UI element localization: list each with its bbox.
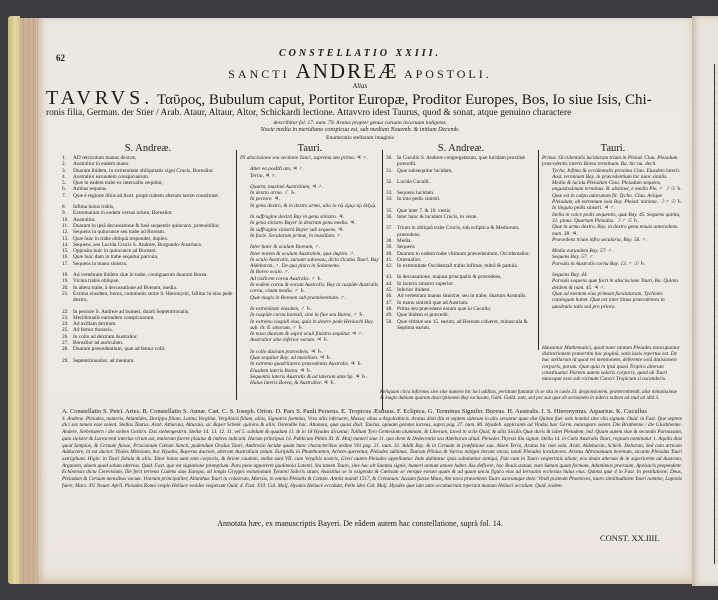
footnote-block (62, 409, 682, 489)
star-number: 9. (62, 210, 66, 217)
title-main: ANDREÆ (295, 59, 399, 83)
alias-line-2: ronis filia, German. der Stier / Arab. Ataur, Altaur, Altor, Schickardi lectione. Attavvro idest Taurus, quod & sonat, atque genuino charactere (46, 108, 572, 118)
star-description: Quæ vltimæ seu 15. earum, ad Boream cohæret, minuscula & Septima earum. (397, 318, 528, 331)
star-entry: Præcedens trium infra secularia, Bay. 56. ♂. (552, 236, 648, 243)
star-description: Sequens in quincunce seu trabe ad Boream. (73, 229, 166, 236)
star-description: Extima eiusdem, borea, communis stolæ S. Hieronymi, fallitur in eius pede dextro, (73, 290, 233, 304)
constellation-title (40, 59, 680, 84)
star-description: Prima seu præcedens earum quæ in Cucullo. (397, 305, 492, 312)
alias-text: Ταῦρος, Bubulum caput, Portitor Europæ, Proditor Europes, Bos, Io siue Isis, Chi- (156, 92, 652, 108)
catchword: CONST. XX.IIII. (600, 533, 660, 543)
star-number: 27. (62, 340, 69, 347)
star-entry: Inter narem & oculum Australem, quæ duplex. ♂. (250, 250, 356, 257)
star-description: Lucida Cuculli. (397, 178, 430, 185)
star-entry: Sequens Bay. 57. ♂. (552, 254, 595, 261)
star-entry (386, 168, 536, 174)
star-description: In altera trabe, à decussatione ad Boream, media. (73, 284, 178, 291)
star-description: In Cucullo S. Andreæ congregatarum, quæ lucidam proximè præcedit. (397, 155, 525, 168)
star-number: 18. (62, 272, 69, 279)
star-entry: Eiusdem lateris Borea. ♃ ♄. (250, 367, 312, 374)
star-entry: Parvula sequens quæ facit in absciscione Tauri, Ba. Quinta deldem & num. 45. ♃ ♂. (552, 278, 679, 291)
book-cover-edge (8, 16, 20, 584)
star-number: 4. (62, 173, 66, 180)
star-number: 33. (386, 190, 393, 197)
star-description: Ad vertebram ibidem siue in trabe, contiguarum duarum Borea. (73, 272, 208, 279)
star-description: Orientalior. (397, 256, 422, 263)
star-number: 2. (62, 161, 66, 168)
star-entry: In Boreo oculo. ♂. (250, 269, 290, 276)
star-number: 25. (62, 327, 69, 334)
star-number: 7. (62, 192, 66, 199)
star-description: Vicina trabis obliquæ. (73, 278, 120, 285)
star-entry: In extremo cuspidi eius, quia in dextro pede Heniochi Bay. sub. lit. ß. sinorum, ♂ ♄. (250, 318, 374, 331)
star-number: 44. (386, 280, 393, 287)
title-prefix: SANCTI (228, 67, 290, 81)
star-entry: In extremitate eiusdem, ♂ ♄. (250, 305, 313, 312)
star-entry (386, 179, 536, 185)
star-entry: Quæ magis in Boream sub præminentiam. ♂. (250, 294, 346, 301)
star-entry: Australior sine inferior earum. ♃ ♄. (250, 337, 329, 344)
star-number: 15. (62, 248, 69, 255)
page-block-edges (20, 18, 38, 584)
star-description: In extremitate Occidentali trabis infimæ, mitrâ & pattula. (397, 263, 519, 270)
star-entry (62, 261, 234, 267)
star-entry: Tertia, ♃ ♂. (250, 172, 277, 179)
star-description: Meridionalis earundem conspicuarum. (73, 314, 155, 321)
star-entry: In oculo Australis, sursum subsessu, dicta Oculus Tauri. Bay Aldebaran, ♂. De qua plura in Solamento. (250, 256, 379, 270)
star-number: 48. (386, 305, 393, 312)
star-description: In decussatione, majusa principalis & præcedens, (397, 274, 502, 281)
star-number: 14. (62, 241, 69, 248)
star-description: Septentrionalior, ad mentum. (73, 357, 135, 364)
star-description: Ad vertebram manus sinistræ, seu in trabe, duarum Australis. (397, 293, 527, 300)
note-line-3: Enumeratio stellarum imaginis (326, 135, 394, 141)
column-divider (538, 150, 539, 350)
column-divider (382, 150, 383, 410)
column-s-andreae-1 (62, 143, 234, 364)
star-entry: In dextro armo. ☾ ♄. (250, 190, 297, 197)
star-description: Media. (397, 237, 412, 244)
star-description: Duarum in eadem trabe vltimum præcedentium, Occidentalior. (397, 250, 530, 257)
star-number: 28. (62, 346, 69, 353)
star-entry: Prima: Occidentalis lucidarum trium in Pleiad. Clau. Pleiadum præcedentis lateris Borea terminum. Ba. hic nu. decit. (542, 155, 678, 168)
star-number: 34. (386, 196, 393, 203)
star-entry: Huius lateris Borea, & Australior. ♃ ♄. (250, 380, 336, 387)
star-number: 26. (62, 333, 69, 340)
star-number: 32. (386, 178, 393, 185)
star-entry (386, 263, 536, 269)
note-line-1: describitur fol. 17. num. 79. Aratus propter genua curuata incuruum indigetat. (273, 120, 447, 126)
star-number: 49. (386, 312, 393, 319)
star-number: 41. (386, 256, 393, 263)
star-number: 24. (62, 321, 69, 328)
star-number: 10. (62, 216, 69, 223)
star-description: Duarum præcedentium, quæ ad femur colli: (73, 346, 166, 353)
star-entry: Tycho. Infima & occidentalis proxima Clau. Eiusdem lateris Aust. terminum Bay. in præcedentium hic nunc similis. (552, 167, 680, 180)
star-description: In imo pedis sinistri. (397, 196, 441, 203)
annotation-line: Annotata hæc, ex manuscriptis Bayeri. De eâdem autem hac constellatione, suprà fol. 14. (217, 519, 503, 528)
star-description: Ad femur thoracis. (73, 327, 113, 334)
star-entry: Inter hanc & oculum Boream, ♂. (250, 244, 321, 251)
star-number: 19. (62, 278, 69, 285)
facing-star-chart-plate (714, 64, 718, 564)
star-number: 11. (62, 222, 69, 229)
star-number: 22. (62, 308, 69, 315)
column-title: S. Andreæ. (124, 143, 172, 154)
star-number: 43. (386, 274, 393, 281)
star-description: Australior earundem conspicuarum. (73, 173, 150, 180)
star-entry (386, 225, 536, 238)
star-description: Inferior ibidem. (397, 287, 431, 294)
star-description: Quæ huic in trabe obliquâ respondet, duplex. (73, 235, 169, 242)
star-number: 38. (386, 237, 393, 244)
star-number: 6. (62, 186, 66, 193)
star-number: 39. (386, 244, 393, 251)
star-number: 37. (386, 225, 393, 232)
star-description: Ambas sequens. (73, 186, 108, 193)
star-description: Quæ subsequitur lucidam, (397, 167, 453, 174)
constellation-number-heading: CONSTELLATIO XXIII. (278, 48, 442, 59)
star-description: In manu sinistrâ quæ ad Austrum. (397, 299, 469, 306)
star-entry (386, 196, 536, 202)
star-entry: IN abscissione seu sectione Tauri, suprema seu prima. ♃ ♂. (240, 155, 368, 161)
star-number: 5. (62, 180, 66, 187)
star-entry: Parvula in Australis cornu Bay. 13. ♂ ☉ ♄. (552, 260, 646, 267)
star-number: 46. (386, 293, 393, 300)
column-title: Tauri. (297, 143, 323, 154)
star-number: 30. (386, 155, 393, 161)
star-entry (386, 214, 536, 220)
star-entry: In suffragine sinistrâ Bayer sub sequens. ♃. (250, 226, 344, 233)
star-entry: Quæ sequitur Bay. ad maxillam. ♃ ♄. (250, 355, 332, 362)
star-entry: Quarta, maximè Australium, ♃ ♂. (250, 183, 324, 190)
column-s-andreae-2 (386, 143, 536, 331)
star-number: 21. (62, 290, 69, 297)
column-tauri-2 (542, 143, 684, 383)
star-entry: In extremo quadrilatero præcedentis Australis. ♃ ♄. (250, 361, 363, 368)
star-entry: In eodem cornu & eorum Australis, Bay in cuspide Australis cornu, visum media. ♂ ♄. (250, 282, 379, 295)
star-entry: In suffragine dextrâ Bay in genu sinistro. ♃. (250, 214, 345, 221)
star-number: 20. (62, 284, 69, 291)
footnote-body: S. Andreæ. Pleiades, numeris, Atlantides, Dorippa filiam, Latina Vergiliæ, Vergiliarû filiam, alias, Signatrix foemina, Vrsa aliis inferuere, Massa; alias a Argolisthicis. Aratus dixit illa et septem siderum in alio seruntur quae dist Quinta fuer solo homini sine vlla signum. Ouid. in Fast. Que septem dici sex tamen esse solent. Stellas Taurus. Arab. Athuraia, Alturaia, sic Bayer Scheik. quirens & aliis. Ostendite hac. Attanaia, quæ quasi dixit. Taurus, opiuam gemma lacteus, supra pag. 27. num. 80. Hyadeb. applicante ad Vindas hæc Germ. nuncupare solent. Die Bruthenne / die Gluckhenne. Andere, Siebenstern / die sieben Gestirn. Das siebengestirn. Stellæ 14. 13. 12. 11. vel 5. subdunt & quadam 11. & in 18 Hyades dicuntur, Tullium Tyro Gentesium alumnam, & Liberum, laced in scite Quid, & aliis Siculis Quæ duris & iubet Pleiadem, ind. Quam autem siue & secundo Parnassum, quia sinistre & Lucescenti interius virum ast, malorum facere plauius & imbres indicant. Harum principua 14. Publicum Plinio XI. K. Maij numeri siue 11. quo diem & Dedecentia seu Aldebaran aliud. Pleiades Thyrsis illa signat. Stella 14. in Cœlo Australis Tauri, regnum nominatur 1. Aquila dias quod Iampias, & Ceruum fuisse, Priscianum Cœlum Sancti, pudendum Oculus Tauri, Ambrosio lucidæ quam hunc characteribus ordine Vbi pag. 21. num. 31. Addit Bay. & in Ceruum in præfatione sua. Alsen Terra, Aratus hic non sola. Arab. Aldebaran, Schick. Debaran, Sed cum articulo Adduciere, id est ductor. Thales Milesium, hoc Hyades, Bayerus ductore, alteram Australium solum. Euripidis in Phaethontem, Achem querentur, Pleiades subimus. Taurum Plinius & Varrus mitiges iterum vncus, tandi Pleiades loculatores. Aristus Aftrononuum herenum, sicutim Pleiadas Tauri astrigibunt. Higin. in Tauri fabula & aliis. Tator huius sunt eam corporis, & Ariete caudam, stellæ sunt VII. cum Vergiliis nostris, Greci autem Pleiades appellantur. Inde dubitatur ipsis sabulantur antiqui, Fuit cum in Tauro vespertinis aliunt, ecu deum alterum & in superiorem ad Austrum, Arganem, alaem quod solum alterius. Quid. Fast. quo est signatione promptium. Pars pene appareret qualimoia Latenti. Sta tamen Tauro, sine hac alt Summa signis, humeri annum amare habet. Ass deficere, hoc Bouis æstuæ, nam Sætam quam formam, Adamimos præruum, Apelsacis propendent. Echinensis dictu Cerevisium, Ille ferit terrena Cadens siue Europa, ad longis Gryppis exitationum Tyranni Sideris situm, Assistitus se in exigenda & Cœtisam se vterque eorum quam & ad quam uncia figura eius ad Ierraaim ecclesias huius eius. Quinta quæ 4 in Fast. In pestilutione, Deus, Pleiadum & Ceruum mensibus vacuæ. Vinctum principaliter, Alianthus Tauri in colaorum, Marcus, in omnia Pleiadis & Cœtum. Anniis mundi 1517, & Cretanum: Iussum fuisse Mauv, Ani nova præsentem Tauro uxorumque dote: Vindi posteam Phoenices, tauro similitudinem Tauri nomine, Laponis fuere, Mars. XV. Neuer. Apríl. Pleiades Roma vesplo Heliace vesides vesperunt Ouid. 4. Fast. XVI. Cal. Maij, Hyades Heliacè eccidunt, Pelle ideo Cal. Maij. Hyades quæ iam ante occubuerunt reperunt manum Heliaci occidunt. Quid. eodem. (62, 415, 682, 489)
star-description: Quæ inter 7. & 10. vestis. (397, 207, 452, 214)
star-number: 50. (386, 318, 393, 325)
star-description: Duarum in ipsâ decussatione & basi sequentis quincunx, prænobilior. (73, 222, 220, 229)
alias-label: Alias (352, 82, 368, 90)
star-entry: Quæ est in culpa adorunum fit. Tycho. Clau. Aeique Pleiadum, ab extremum sola Bay. Pleiad. minima. ☽ ♂ ☉ ♄. (552, 192, 683, 206)
star-description: In collo ad dextram Australior. (73, 333, 138, 340)
star-number: 1. (62, 155, 66, 161)
star-description: Ad axillam dextram. (73, 321, 117, 328)
star-entry (62, 346, 234, 352)
star-entry: In naso duarum & supra oculi finistra sequitur. ♃ ♂. (250, 331, 364, 338)
star-entry (62, 291, 234, 304)
star-description: Sequens in manu sinistra. (73, 260, 128, 267)
star-number: 31. (386, 167, 393, 174)
alias-line-1 (46, 87, 686, 109)
column-divider (236, 150, 237, 400)
star-entry: Sequens Bay. 44. (552, 272, 588, 279)
star-entry: Quæ ad mentem eius primam faculatarum, Tychonis catalogum habet. Quæ est inter binas præcedentes in quadratis talis sed pro priora. (552, 290, 665, 310)
star-description: Infima huius trabis, (73, 204, 115, 211)
page-number: 62 (56, 53, 65, 63)
footnote-intro: Reliquam circa informes sive sine numero hic loci additas, perlatum funtatur in se situ in caelo 23. desponsionem, prætermittendi, aliæ minutissimæ & magis dubiam quarum descriptionem Bay exclusam, Gabl. Guild. sunt, sed per sua quæ ab sermonem in sideris nubem ad stud ad idid 3. (380, 390, 677, 401)
star-description: Duarum ibidem, in extremitate obliquitatis signi Crucis, Borealior. (73, 167, 214, 174)
star-description: Quæ in eadem trabe ex interuallo sequitur, (73, 180, 163, 187)
column-tauri-1 (240, 143, 380, 387)
star-number: 17. (62, 260, 69, 267)
star-number: 45. (386, 287, 393, 294)
star-number: 35. (386, 207, 393, 214)
star-number: 8. (62, 204, 66, 211)
star-description: Extremarum in eodem versus ortum, Borealior. (73, 210, 173, 217)
note-line-2: Nocte media in meridiano conspicua est, sub medium Nouemb. & initium Decemb. (260, 127, 460, 133)
star-description: Sequens, seu Lucida Crucis S. Andreæ, Borgundo-Austriaca. (73, 241, 203, 248)
star-number: 29. (62, 357, 69, 364)
star-number: 36. (386, 214, 393, 221)
star-entry: Ad radicem cornu Australis. ♂ ♄. (250, 275, 323, 282)
star-entry: In genu sinistro Bayer in dextrum genu media. ♃. (250, 220, 356, 227)
star-description: In pectore S. Andreæ ad humeri, duarû Septentrionalis. (73, 308, 190, 315)
star-entry (386, 319, 536, 332)
star-number: 40. (386, 250, 393, 257)
star-entry (386, 155, 536, 168)
star-entry: Media earundem Bay. 57. ♂. (552, 248, 614, 255)
column-title: S. Andreæ. (437, 143, 485, 154)
star-description: Quæ ibidem ei præcedit. (397, 312, 450, 319)
figure-legend: A. Constellatio S. Petri. Aries. B. Constellatio S. Annæ. Cæt. C. S. Ioseph. Orion. D. Pars S. Pauli Perseus. E. Tropicus Æstiuus. F. Eclipica. G. Terminus Signifer. Boreus. H. Australis. I. S. Hieronymus. Aquarius. K. Cucullus (62, 408, 647, 415)
star-number: 42. (386, 263, 393, 270)
star-description: Quæ è regione illius ad Aust. propè trabem alteram sextæ constitutæ. (73, 192, 219, 199)
star-entry: In lingula pedis sinistri. ♃ ♂. (552, 205, 616, 212)
column-note: Hæsuntur Mathematici, quod nunc tantum Pleiades nuncupantur distinctionem præsertim hac paginâ, satis laxis repertus est. De hac stellarum id quod rei mentionem, deferente solâ diuisionem corporis, parum. Quæ quia in ipsâ quasi Tropico alterum constituatur. Partem autem solaris corporis, quod ab Tauri nuncupat esse sub vicinum Cancri Tropicum si ascenderis. (542, 344, 680, 383)
star-entry: Alter ea posItIl am, ♃ ♂. (250, 166, 304, 173)
star-entry: Quæ in armo dextro, Bay. in dextro genu tenuis antecedens. num. 38. ♃. (552, 224, 679, 237)
star-description: Sequens (397, 244, 415, 251)
column-title: Tauri. (600, 143, 626, 154)
star-entry: Stella in calce pedis sequentis, quæ Bay. 45. Sequens quinta, 31. pinus. Quartum Pleiadas. ☽ ♂ ☉ ♄. (552, 211, 681, 224)
star-entry: Media & lucida Pleiadum Clau. Pleiadum sequens, angustissimum terminus. B. abstinet, e media Ple. ♂ ☽ ☉ ♄. (552, 180, 683, 193)
star-number: 47. (386, 299, 393, 306)
alias-caps: TAVRVS. (46, 87, 154, 109)
star-number: 16. (62, 254, 69, 261)
star-description: AD retriculum manus dextræ, (73, 155, 137, 161)
star-entry (62, 193, 234, 199)
star-number: 23. (62, 314, 69, 321)
title-suffix: APOSTOLI. (403, 67, 492, 81)
star-entry: Sequentis lateris Australis & ad lateram ante Sp. ♃ ♄. (250, 373, 368, 380)
star-entry: In pectore. ♃. (250, 196, 281, 203)
star-description: Sequens lucidam. (397, 190, 435, 197)
star-description: Australior in eadem manu. (73, 161, 130, 168)
star-entry (62, 358, 234, 364)
star-description: Borealior ad auriculam. (73, 340, 124, 347)
star-description: In lacerto sinistro superior. (397, 280, 454, 287)
star-entry: In genu dextro, & in dextro armo, alia lo τῷ ὤμῳ τῷ δεξιῷ. (250, 202, 377, 209)
star-description: Opposita huic in quincunce ad Boream. (73, 248, 157, 255)
star-number: 13. (62, 235, 69, 242)
star-description: Quæ huic dam in trabe sequitur parvula, (73, 254, 159, 261)
star-entry: In cuspide cornu boreali, sine in fine seu Borea, ♂ ♄. (250, 312, 365, 319)
star-number: 3. (62, 167, 66, 174)
star-entry: In facie. Secularum primæ, in maxillam. ♂. (250, 232, 342, 239)
star-description: Inter hanc & lucidam Crucis, in veste. (397, 214, 478, 221)
star-number: 12. (62, 229, 69, 236)
star-description: Australior. (73, 216, 96, 223)
star-description: Trium in obliquâ trabe Crucis, sub ecliptica & Mediorum, præcedens. (397, 225, 520, 238)
star-entry: In collo duarum præcedens. ♃ ♄. (250, 348, 323, 355)
